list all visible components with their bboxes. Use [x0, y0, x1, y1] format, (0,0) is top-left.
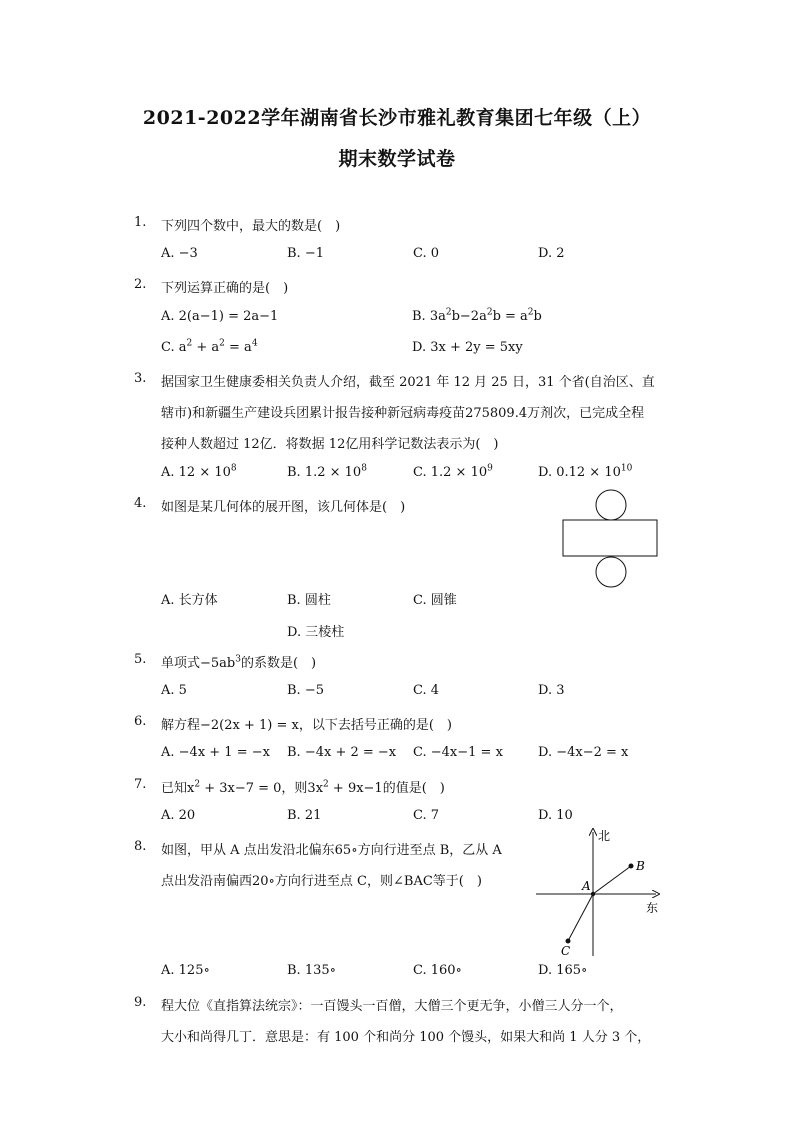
q6-option-a: A. −4x + 1 = −x: [161, 745, 270, 760]
q2-option-a: A. 2(a−1) = 2a−1: [161, 309, 279, 324]
direction-figure: [534, 826, 674, 958]
q4-option-d: D. 三棱柱: [287, 625, 345, 640]
label-a: A: [582, 879, 591, 893]
q6-option-b: B. −4x + 2 = −x: [287, 745, 397, 760]
q5-option-a: A. 5: [161, 683, 187, 698]
q4-text: 如图是某几何体的展开图，该几何体是( ): [161, 500, 406, 515]
ray-ab: [593, 866, 631, 894]
point-c: [566, 939, 571, 944]
point-a: [591, 892, 595, 896]
q4-number: 4.: [134, 496, 147, 511]
q4-option-a: A. 长方体: [161, 593, 218, 608]
q1-option-a: A. −3: [161, 246, 198, 261]
exam-title-line1: 2021-2022学年湖南省长沙市雅礼教育集团七年级（上）: [142, 107, 652, 129]
q1-text: 下列四个数中，最大的数是( ): [161, 219, 341, 234]
ray-ac: [568, 894, 593, 941]
label-c: C: [561, 944, 571, 958]
q7-option-a: A. 20: [161, 808, 196, 823]
q3-number: 3.: [134, 371, 147, 386]
q1-option-b: B. −1: [287, 246, 324, 261]
north-label: 北: [598, 829, 611, 843]
q6-number: 6.: [134, 714, 147, 729]
q6-option-d: D. −4x−2 = x: [538, 745, 629, 760]
q8-option-d: D. 165∘: [538, 963, 588, 978]
q3-option-b: B. $1.2 \times 10^8$: [287, 463, 367, 480]
q5-text: 单项式$-5ab^3$的系数是( ): [161, 654, 317, 671]
q9-number: 9.: [134, 995, 147, 1010]
q6-text: 解方程−2(2x + 1) = x，以下去括号正确的是( ): [161, 718, 452, 733]
q2-option-d: D. 3x + 2y = 5xy: [412, 340, 523, 355]
q3-option-c: C. $1.2 \times 10^9$: [413, 463, 493, 480]
q8-option-a: A. 125∘: [161, 963, 210, 978]
east-label: 东: [646, 901, 659, 915]
q3-line1: 据国家卫生健康委相关负责人介绍，截至 2021 年 12 月 25 日，31 个省(自治区、直: [161, 375, 655, 390]
net-top-circle: [596, 490, 626, 520]
q9-line1: 程大位《直指算法统宗》：一百馒头一百僧，大僧三个更无争，小僧三人分一个，: [161, 999, 623, 1014]
q4-option-c: C. 圆锥: [413, 593, 457, 608]
point-b: [629, 864, 634, 869]
q2-option-b: B. $3a^2b-2a^2b = a^2b$: [412, 307, 542, 324]
q7-option-b: B. 21: [287, 808, 322, 823]
q8-line1: 如图，甲从 A 点出发沿北偏东65∘方向行进至点 B，乙从 A: [161, 843, 502, 858]
q8-option-c: C. 160∘: [413, 963, 462, 978]
q3-line3: 接种人数超过 12亿．将数据 12亿用科学记数法表示为( ): [161, 437, 499, 452]
q7-number: 7.: [134, 777, 147, 792]
q4-option-b: B. 圆柱: [287, 593, 331, 608]
q5-option-b: B. −5: [287, 683, 324, 698]
net-rectangle: [563, 520, 657, 556]
q3-option-d: D. $0.12 \times 10^{10}$: [538, 463, 633, 480]
q5-option-d: D. 3: [538, 683, 565, 698]
q8-option-b: B. 135∘: [287, 963, 337, 978]
q9-line2: 大小和尚得几丁．意思是：有 100 个和尚分 100 个馒头，如果大和尚 1 人分 3 个，: [161, 1030, 651, 1045]
q6-option-c: C. −4x−1 = x: [413, 745, 503, 760]
q5-option-c: C. 4: [413, 683, 440, 698]
q1-option-c: C. 0: [413, 246, 440, 261]
q2-number: 2.: [134, 277, 147, 292]
q1-number: 1.: [134, 215, 147, 230]
q7-option-c: C. 7: [413, 808, 440, 823]
q2-text: 下列运算正确的是( ): [161, 281, 289, 296]
label-b: B: [636, 859, 645, 873]
cylinder-net-figure: [558, 489, 662, 591]
q8-line2: 点出发沿南偏西20∘方向行进至点 C，则∠BAC等于( ): [161, 874, 482, 889]
q8-number: 8.: [134, 839, 147, 854]
q2-option-c: C. $a^2 + a^2 = a^4$: [161, 338, 258, 355]
q3-option-a: A. $12 \times 10^8$: [161, 463, 237, 480]
q1-option-d: D. 2: [538, 246, 565, 261]
net-bottom-circle: [596, 557, 626, 587]
q3-line2: 辖市)和新疆生产建设兵团累计报告接种新冠病毒疫苗275809.4万剂次，已完成全程: [161, 406, 645, 421]
q7-text: 已知$x^2 + 3x-7 = 0$，则$3x^2 + 9x-1$的值是( ): [161, 779, 445, 796]
exam-title-line2: 期末数学试卷: [338, 148, 456, 170]
q5-number: 5.: [134, 652, 147, 667]
q7-option-d: D. 10: [538, 808, 573, 823]
